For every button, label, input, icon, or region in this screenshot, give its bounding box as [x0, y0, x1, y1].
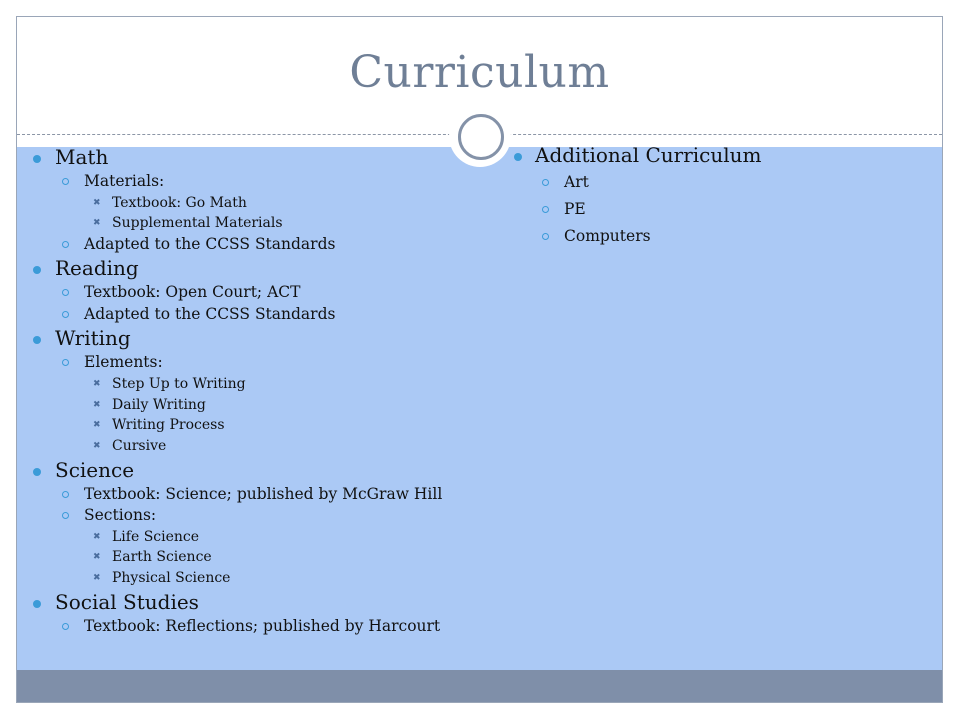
item-label: Science	[55, 457, 135, 482]
hollow-bullet-icon	[62, 359, 69, 366]
item-label: Materials:	[84, 172, 165, 190]
cross-bullet-icon: ✖	[93, 531, 101, 542]
cross-bullet-icon: ✖	[93, 441, 101, 452]
right-column	[490, 142, 910, 250]
item-label: Textbook: Open Court; ACT	[84, 283, 301, 302]
hollow-bullet-icon	[542, 206, 549, 213]
cross-bullet-icon: ✖	[93, 197, 101, 208]
item-label: Textbook: Science; published by McGraw Hill	[84, 484, 443, 503]
item-label: Writing	[55, 326, 131, 351]
list-item	[0, 505, 480, 527]
list-item	[0, 213, 480, 234]
list-item-science	[0, 457, 480, 484]
cross-bullet-icon: ✖	[93, 218, 101, 229]
hollow-bullet-icon	[62, 623, 69, 630]
item-label: Writing Process	[112, 417, 225, 434]
item-label: Social Studies	[55, 589, 199, 614]
bullet-icon	[33, 155, 41, 163]
hollow-bullet-icon	[62, 178, 69, 185]
item-label: Adapted to the CCSS Standards	[84, 234, 336, 253]
hollow-bullet-icon	[62, 491, 69, 498]
item-label: Sections:	[84, 506, 157, 525]
cross-bullet-icon: ✖	[93, 552, 101, 563]
hollow-bullet-icon	[542, 233, 549, 240]
list-item	[0, 395, 480, 416]
footer-bar	[17, 670, 942, 702]
list-item-additional-curriculum	[490, 142, 910, 169]
list-item	[0, 616, 480, 638]
hollow-bullet-icon	[62, 311, 69, 318]
list-item	[0, 193, 480, 214]
list-item	[0, 484, 480, 506]
list-item-math	[0, 144, 480, 171]
list-item-social-studies	[0, 589, 480, 616]
list-item-reading	[0, 255, 480, 282]
item-label: Reading	[55, 256, 139, 281]
item-label: Math	[55, 145, 109, 169]
list-item	[490, 223, 910, 250]
cross-bullet-icon: ✖	[93, 399, 101, 410]
slide-title: Curriculum	[349, 47, 610, 98]
list-item	[0, 234, 480, 256]
hollow-bullet-icon	[542, 179, 549, 186]
left-column	[0, 144, 480, 637]
list-item	[0, 527, 480, 548]
list-item	[490, 169, 910, 196]
list-item	[0, 352, 480, 374]
list-item	[0, 374, 480, 395]
list-item-writing	[0, 325, 480, 352]
cross-bullet-icon: ✖	[93, 573, 101, 584]
item-label: Life Science	[112, 528, 200, 545]
bullet-icon	[33, 468, 41, 476]
item-label: Earth Science	[112, 549, 212, 566]
item-label: Daily Writing	[112, 396, 206, 413]
list-item	[0, 304, 480, 326]
item-label: Art	[564, 173, 589, 191]
hollow-bullet-icon	[62, 241, 69, 248]
list-item	[0, 171, 480, 193]
item-label: Adapted to the CCSS Standards	[84, 304, 336, 323]
bullet-icon	[33, 336, 41, 344]
item-label: Physical Science	[112, 570, 231, 587]
item-label: Textbook: Go Math	[112, 194, 247, 211]
bullet-icon	[33, 600, 41, 608]
item-label: Textbook: Reflections; published by Harcourt	[84, 616, 441, 635]
list-item	[0, 547, 480, 568]
hollow-bullet-icon	[62, 512, 69, 519]
item-label: Step Up to Writing	[112, 375, 246, 392]
list-item	[490, 196, 910, 223]
list-item	[0, 415, 480, 436]
item-label: Supplemental Materials	[112, 215, 283, 232]
bullet-icon	[514, 153, 522, 161]
item-label: Computers	[564, 227, 651, 245]
bullet-icon	[33, 266, 41, 274]
item-label: Additional Curriculum	[535, 143, 762, 167]
item-label: Elements:	[84, 353, 163, 372]
cross-bullet-icon: ✖	[93, 378, 101, 389]
list-item	[0, 436, 480, 457]
hollow-bullet-icon	[62, 289, 69, 296]
item-label: PE	[564, 200, 586, 218]
list-item	[0, 282, 480, 304]
list-item	[0, 568, 480, 589]
cross-bullet-icon: ✖	[93, 420, 101, 431]
item-label: Cursive	[112, 438, 167, 455]
